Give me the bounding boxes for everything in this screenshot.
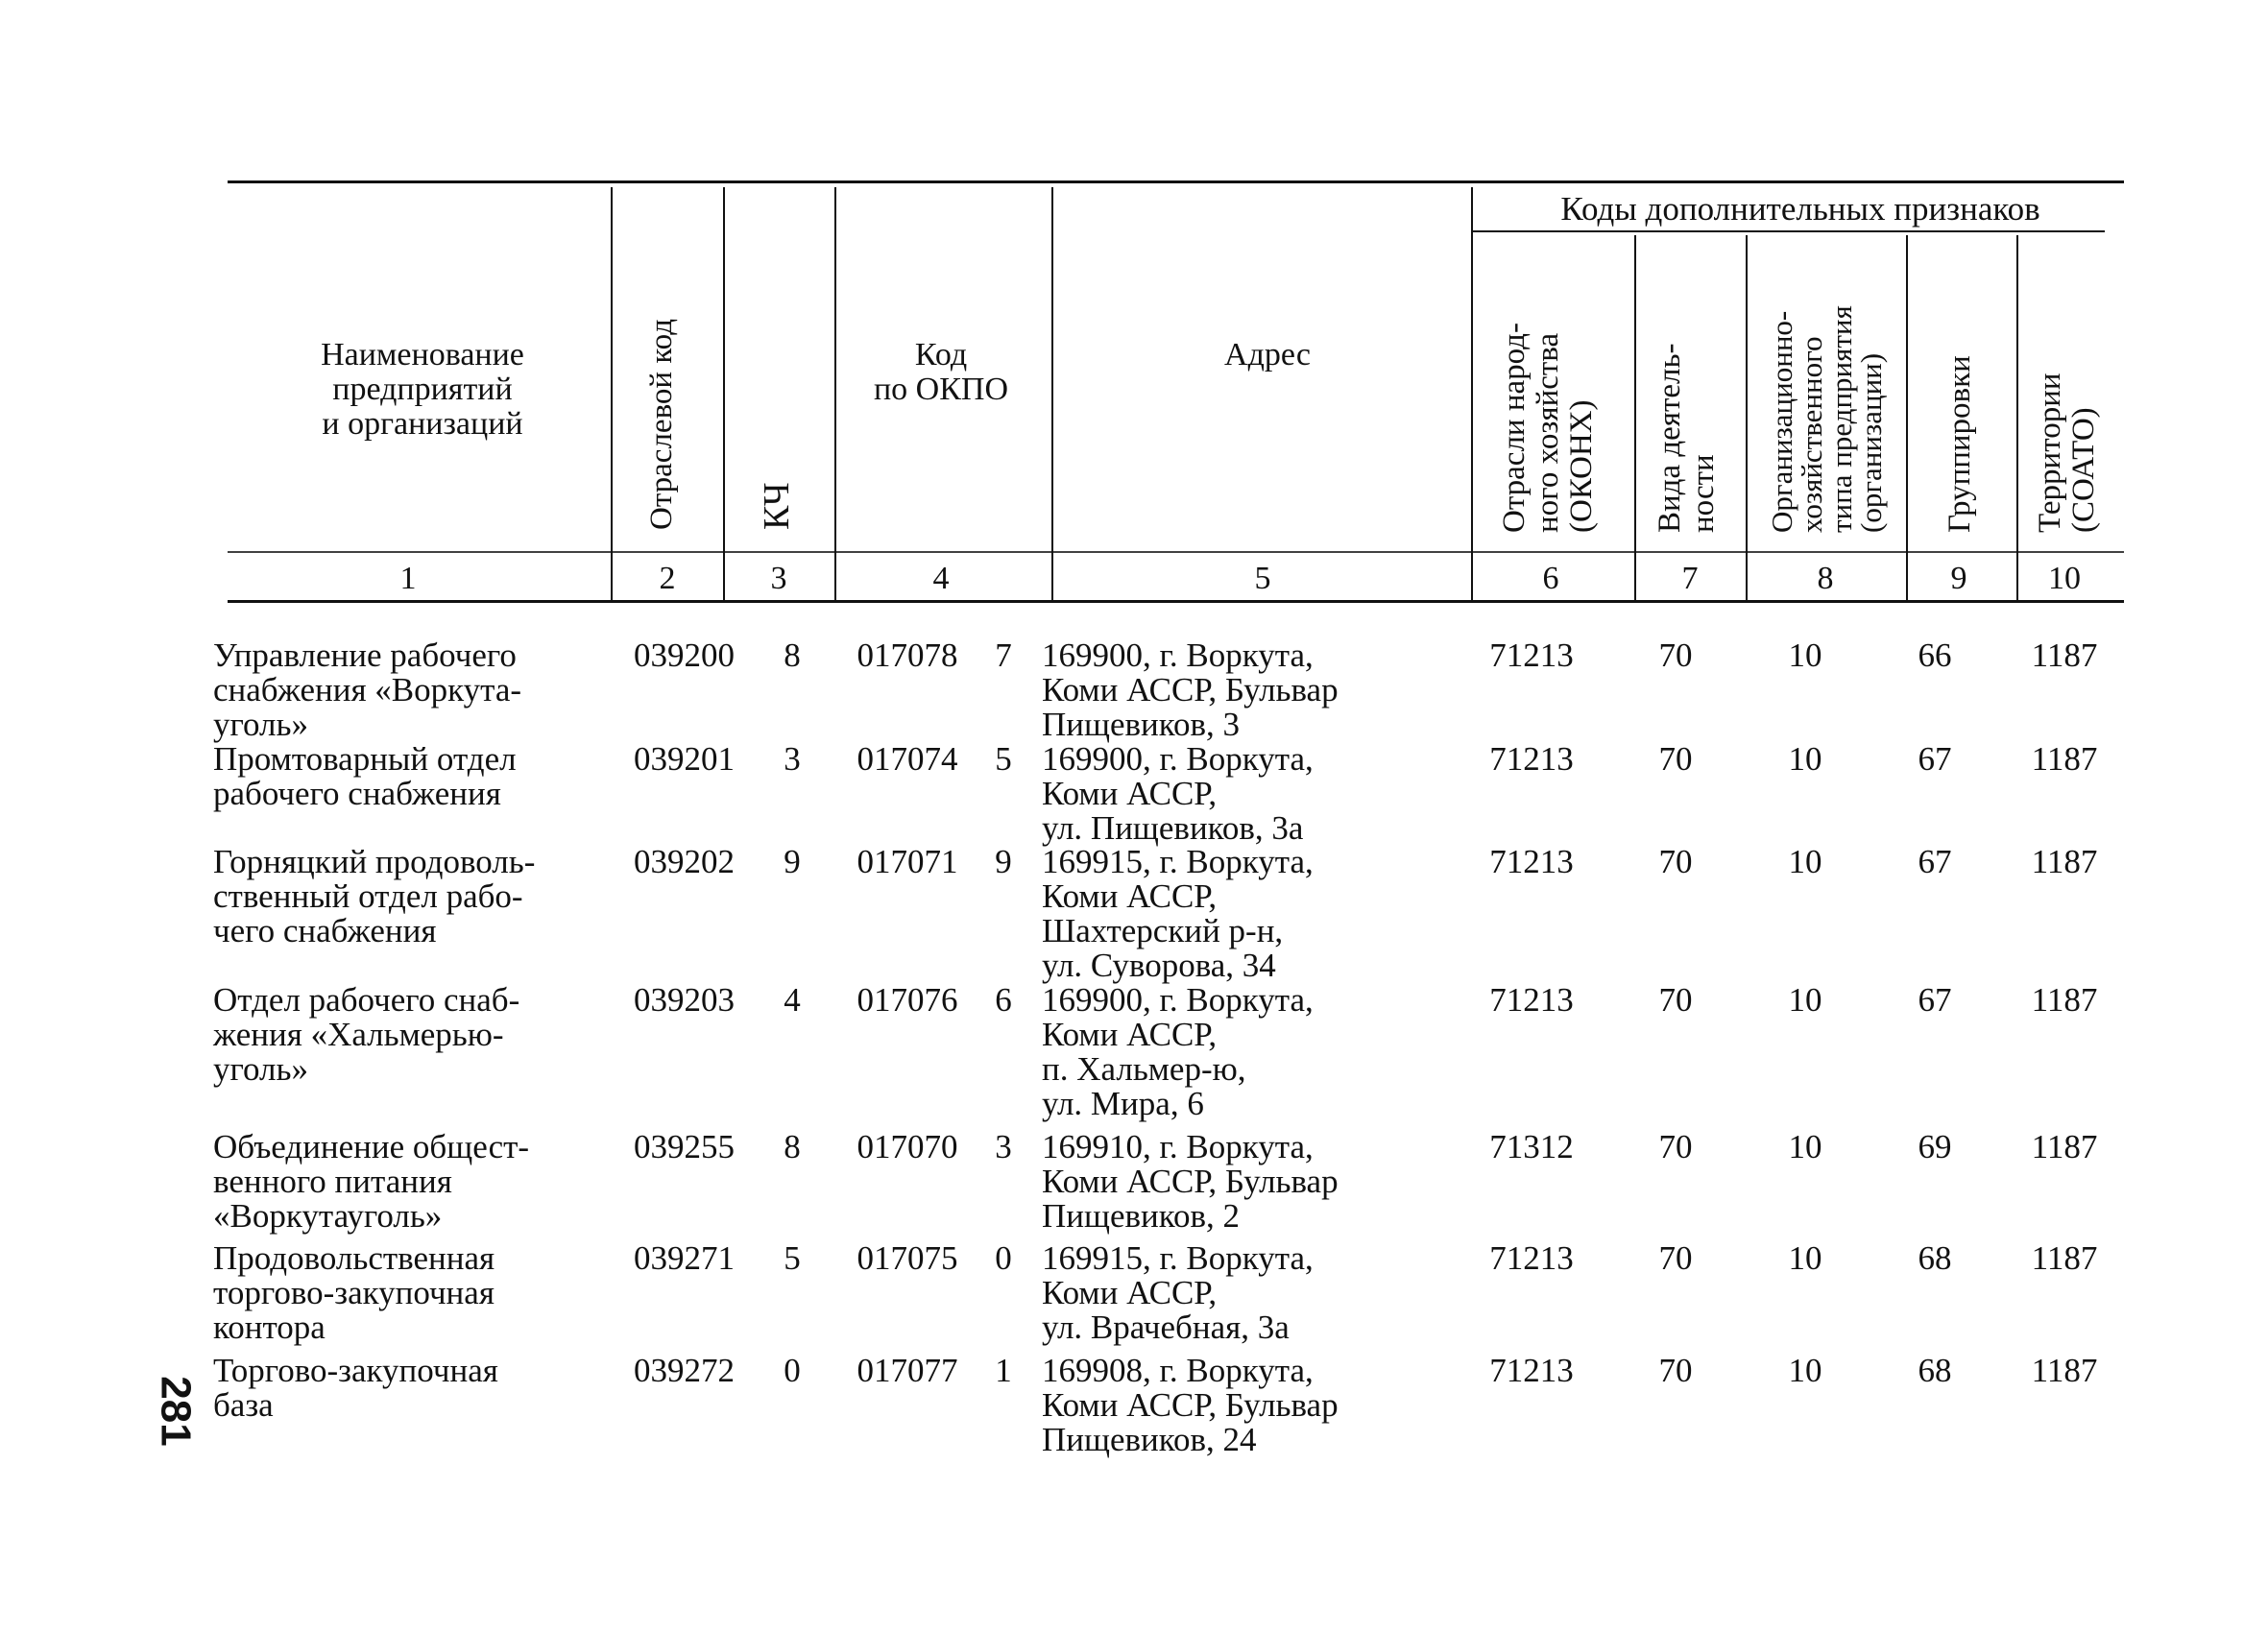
colnum-9: 9 <box>1950 561 1967 596</box>
okpo-check-digit: 6 <box>995 981 1012 1019</box>
group-code: 68 <box>1918 1239 1952 1277</box>
org-name: Продовольственная торгово-закупочная контора <box>213 1239 495 1346</box>
okpo-code: 017074 <box>857 740 958 778</box>
soato-code: 1187 <box>2031 740 2098 778</box>
colnum-6: 6 <box>1542 561 1559 596</box>
colnum-4: 4 <box>932 561 950 596</box>
header-col8: Организационно- хозяйственного типа предприятия (организации) <box>1765 305 1888 533</box>
col-separator <box>611 187 613 600</box>
colnum-bottom-rule <box>228 600 2124 603</box>
okpo-code: 017075 <box>857 1239 958 1277</box>
group-code: 67 <box>1918 843 1952 880</box>
okpo-code: 017077 <box>857 1352 958 1389</box>
activity-code: 70 <box>1658 636 1693 674</box>
kch: 4 <box>784 981 801 1019</box>
colnum-5: 5 <box>1254 561 1271 596</box>
okpo-code: 017070 <box>857 1128 958 1165</box>
okpo-check-digit: 0 <box>995 1239 1012 1277</box>
colnum-1: 1 <box>399 561 417 596</box>
kch: 5 <box>784 1239 801 1277</box>
org-type-code: 10 <box>1788 636 1822 674</box>
soato-code: 1187 <box>2031 1352 2098 1389</box>
okonh-code: 71213 <box>1489 636 1574 674</box>
okpo-check-digit: 3 <box>995 1128 1012 1165</box>
branch-code: 039201 <box>634 740 735 778</box>
header-col3: КЧ <box>757 482 797 530</box>
soato-code: 1187 <box>2031 636 2098 674</box>
org-type-code: 10 <box>1788 843 1822 880</box>
org-type-code: 10 <box>1788 1239 1822 1277</box>
address: 169915, г. Воркута, Коми АССР, Шахтерский р-н, ул. Суворова, 34 <box>1042 843 1314 984</box>
org-type-code: 10 <box>1788 740 1822 778</box>
address: 169910, г. Воркута, Коми АССР, Бульвар Пищевиков, 2 <box>1042 1128 1339 1235</box>
group-code: 66 <box>1918 636 1952 674</box>
org-type-code: 10 <box>1788 981 1822 1019</box>
branch-code: 039202 <box>634 843 735 880</box>
okonh-code: 71213 <box>1489 1239 1574 1277</box>
address: 169900, г. Воркута, Коми АССР, Бульвар Пищевиков, 3 <box>1042 636 1339 743</box>
colnum-3: 3 <box>770 561 787 596</box>
branch-code: 039255 <box>634 1128 735 1165</box>
soato-code: 1187 <box>2031 843 2098 880</box>
kch: 8 <box>784 636 801 674</box>
branch-code: 039200 <box>634 636 735 674</box>
org-name: Управление рабочего снабжения «Воркута- уголь» <box>213 636 522 743</box>
header-col7: Вида деятель- ности <box>1653 343 1721 533</box>
branch-code: 039271 <box>634 1239 735 1277</box>
group-code: 67 <box>1918 740 1952 778</box>
okpo-code: 017076 <box>857 981 958 1019</box>
org-name: Торгово-закупочная база <box>213 1352 498 1424</box>
branch-code: 039272 <box>634 1352 735 1389</box>
soato-code: 1187 <box>2031 1239 2098 1277</box>
org-name: Промтоварный отдел рабочего снабжения <box>213 740 517 812</box>
address: 169908, г. Воркута, Коми АССР, Бульвар Пищевиков, 24 <box>1042 1352 1339 1458</box>
kch: 0 <box>784 1352 801 1389</box>
group-code: 69 <box>1918 1128 1952 1165</box>
col-separator <box>1051 187 1053 600</box>
header-bottom-rule <box>228 551 2124 553</box>
address: 169915, г. Воркута, Коми АССР, ул. Врачебная, 3а <box>1042 1239 1314 1346</box>
soato-code: 1187 <box>2031 981 2098 1019</box>
header-col6: Отрасли народ- ного хозяйства (ОКОНХ) <box>1497 323 1599 533</box>
okonh-code: 71213 <box>1489 843 1574 880</box>
okonh-code: 71312 <box>1489 1128 1574 1165</box>
col-separator <box>1746 235 1748 600</box>
org-name: Отдел рабочего снаб- жения «Хальмерью- уголь» <box>213 981 520 1088</box>
header-group: Коды дополнительных признаков <box>1560 190 2040 228</box>
page-number: 281 <box>152 1376 200 1447</box>
col-separator <box>723 187 725 600</box>
org-type-code: 10 <box>1788 1352 1822 1389</box>
activity-code: 70 <box>1658 843 1693 880</box>
okpo-check-digit: 7 <box>995 636 1012 674</box>
colnum-7: 7 <box>1681 561 1699 596</box>
kch: 8 <box>784 1128 801 1165</box>
okpo-check-digit: 1 <box>995 1352 1012 1389</box>
col-separator <box>2016 235 2018 600</box>
address: 169900, г. Воркута, Коми АССР, п. Хальмер-ю, ул. Мира, 6 <box>1042 981 1314 1122</box>
header-col4: Код по ОКПО <box>873 337 1009 407</box>
group-code: 67 <box>1918 981 1952 1019</box>
col-separator <box>834 187 836 600</box>
header-col5: Адрес <box>1224 337 1311 372</box>
colnum-2: 2 <box>659 561 676 596</box>
okpo-code: 017078 <box>857 636 958 674</box>
okpo-code: 017071 <box>857 843 958 880</box>
activity-code: 70 <box>1658 740 1693 778</box>
header-col9: Группировки <box>1942 355 1977 533</box>
okonh-code: 71213 <box>1489 740 1574 778</box>
okpo-check-digit: 9 <box>995 843 1012 880</box>
soato-code: 1187 <box>2031 1128 2098 1165</box>
activity-code: 70 <box>1658 1128 1693 1165</box>
table-top-rule <box>228 180 2124 183</box>
activity-code: 70 <box>1658 1239 1693 1277</box>
group-code: 68 <box>1918 1352 1952 1389</box>
org-type-code: 10 <box>1788 1128 1822 1165</box>
group-header-rule <box>1471 230 2105 232</box>
kch: 9 <box>784 843 801 880</box>
org-name: Горняцкий продоволь- ственный отдел рабо- чего снабжения <box>213 843 536 949</box>
okonh-code: 71213 <box>1489 981 1574 1019</box>
col-separator <box>1471 187 1473 600</box>
header-col1: Наименование предприятий и организаций <box>321 337 524 442</box>
activity-code: 70 <box>1658 981 1693 1019</box>
colnum-8: 8 <box>1817 561 1834 596</box>
kch: 3 <box>784 740 801 778</box>
okpo-check-digit: 5 <box>995 740 1012 778</box>
header-col2: Отраслевой код <box>644 318 679 530</box>
org-name: Объединение общест- венного питания «Воркутауголь» <box>213 1128 530 1235</box>
branch-code: 039203 <box>634 981 735 1019</box>
header-col10: Территории (СОАТО) <box>2033 372 2101 533</box>
col-separator <box>1634 235 1636 600</box>
col-separator <box>1906 235 1908 600</box>
colnum-10: 10 <box>2048 561 2081 596</box>
okonh-code: 71213 <box>1489 1352 1574 1389</box>
address: 169900, г. Воркута, Коми АССР, ул. Пищевиков, 3а <box>1042 740 1314 847</box>
activity-code: 70 <box>1658 1352 1693 1389</box>
